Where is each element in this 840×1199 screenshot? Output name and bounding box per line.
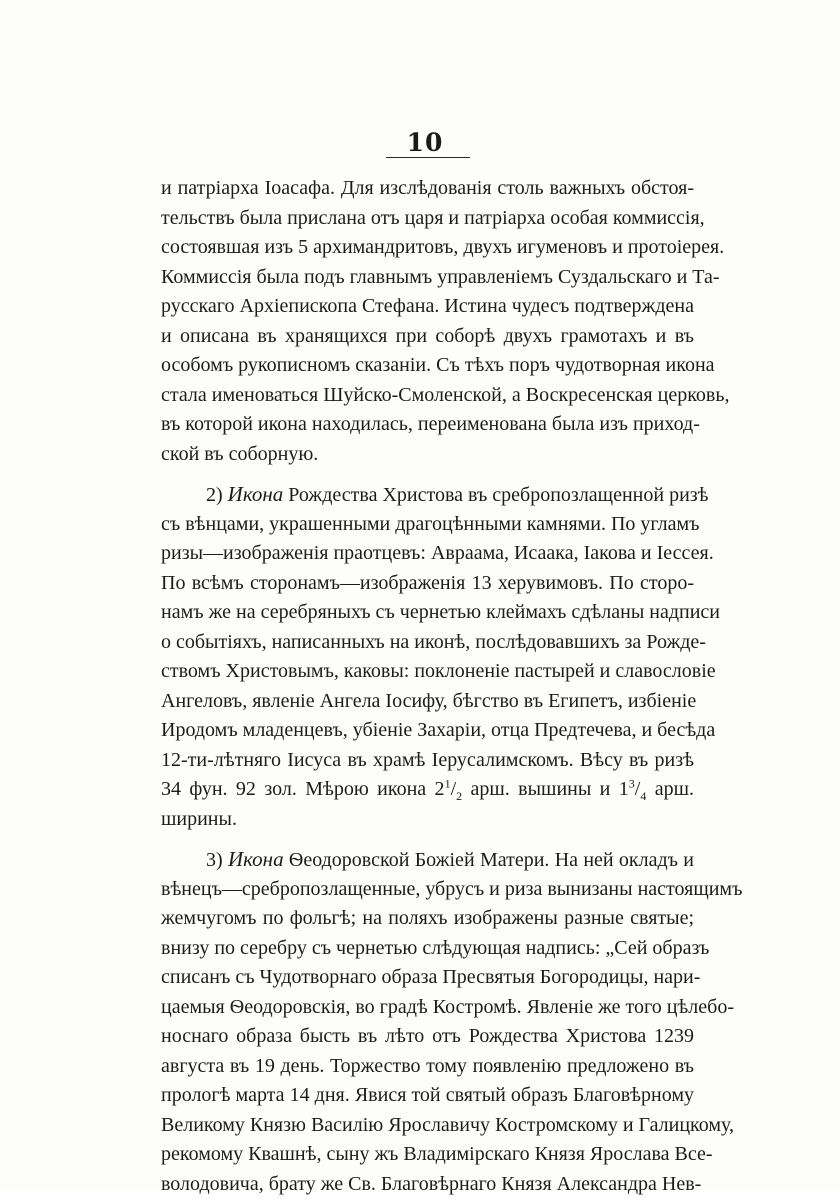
text-line: тельствъ была прислана отъ царя и патріарха особая коммиссія, [161, 204, 694, 234]
fraction-denominator: 2 [456, 789, 462, 803]
paragraph-1 [161, 174, 694, 469]
text-line: и патріарха Іоасафа. Для изслѣдованія столь важныхъ обстоя- [161, 174, 694, 204]
item-number: 3) [206, 849, 223, 871]
text-run: арш. вышины и 1 [462, 778, 629, 800]
paragraph-3 [161, 845, 694, 1199]
paragraph-first-line [161, 480, 694, 510]
paragraph-2 [161, 480, 694, 834]
paragraph-first-line [161, 845, 694, 875]
text-run: арш. [646, 778, 694, 800]
item-number: 2) [206, 484, 223, 506]
text-line: носнаго образа бысть въ лѣто отъ Рождества Христова 1239 [161, 1022, 694, 1052]
text-line: русскаго Архіепископа Стефана. Истина чудесъ подтверждена [161, 292, 694, 322]
text-run: Рождества Христова въ сребропозлащенной ризѣ [288, 484, 708, 506]
text-run: Ѳеодоровской Божіей Матери. На ней окладъ и [289, 849, 694, 871]
text-line: ширины. [161, 805, 694, 835]
text-run: 34 фун. 92 зол. Мѣрою икона 2 [161, 778, 445, 800]
fraction-denominator: 4 [640, 789, 646, 803]
text-line: вѣнецъ—сребропозлащенные, убрусъ и риза вынизаны настоящимъ [161, 875, 694, 905]
measure-line: 34 фун. 92 зол. Мѣрою икона $2^1/_2$ арш. вышины и $1^3/_4$ арш. [161, 775, 694, 805]
text-line: особомъ рукописномъ сказаніи. Съ тѣхъ поръ чудотворная икона [161, 351, 694, 381]
text-line: внизу по серебру съ чернетью слѣдующая надпись: „Сей образъ [161, 934, 694, 964]
text-line: о событіяхъ, написанныхъ на иконѣ, послѣдовавшихъ за Рожде- [161, 628, 694, 658]
text-line: ствомъ Христовымъ, каковы: поклоненіе пастырей и славословіе [161, 657, 694, 687]
text-line: Великому Князю Василію Ярославичу Костромскому и Галицкому, [161, 1111, 694, 1141]
text-line: прологѣ марта 14 дня. Явися той святый образъ Благовѣрному [161, 1081, 694, 1111]
text-line: списанъ съ Чудотворнаго образа Пресвятыя Богородицы, нари- [161, 963, 694, 993]
text-line: Иродомъ младенцевъ, убіеніе Захаріи, отца Предтечева, и бесѣда [161, 716, 694, 746]
lead-word: Икона [228, 482, 284, 506]
text-line: съ вѣнцами, украшенными драгоцѣнными камнями. По угламъ [161, 510, 694, 540]
lead-word: Икона [228, 847, 284, 871]
text-line: Ангеловъ, явленіе Ангела Іосифу, бѣгство въ Египетъ, избіеніе [161, 687, 694, 717]
text-line: цаемыя Ѳеодоровскія, во градѣ Костромѣ. Явленіе же того цѣлебо- [161, 993, 694, 1023]
page-number: 10 [380, 128, 470, 157]
text-line: Коммиссія была подъ главнымъ управленіемъ Суздальскаго и Та- [161, 263, 694, 293]
text-line: ризы—изображенія праотцевъ: Авраама, Исаака, Іакова и Іессея. [161, 539, 694, 569]
text-line: 12-ти-лѣтняго Іисуса въ храмѣ Іерусалимскомъ. Вѣсу въ ризѣ [161, 746, 694, 776]
text-line: и описана въ хранящихся при соборѣ двухъ грамотахъ и въ [161, 322, 694, 352]
fraction-numerator: 1 [445, 776, 451, 790]
text-line: стала именоваться Шуйско-Смоленской, а Воскресенская церковь, [161, 381, 694, 411]
text-line: ской въ соборную. [161, 440, 694, 470]
body-text [161, 174, 694, 1199]
text-line: володовича, брату же Св. Благовѣрнаго Князя Александра Нев- [161, 1170, 694, 1199]
text-line: рекомому Квашнѣ, сыну жъ Владимірскаго Князя Ярослава Все- [161, 1140, 694, 1170]
text-line: августа въ 19 день. Торжество тому появленію предложено въ [161, 1052, 694, 1082]
text-line: въ которой икона находилась, переименована была изъ приход- [161, 410, 694, 440]
text-line: По всѣмъ сторонамъ—изображенія 13 херувимовъ. По сторо- [161, 569, 694, 599]
header-rule [386, 157, 470, 158]
text-line: состоявшая изъ 5 архимандритовъ, двухъ игуменовъ и протоіерея. [161, 233, 694, 263]
fraction-numerator: 3 [629, 776, 635, 790]
text-line: намъ же на серебряныхъ съ чернетью клеймахъ сдѣланы надписи [161, 598, 694, 628]
text-line: жемчугомъ по фольгѣ; на поляхъ изображены разные святые; [161, 904, 694, 934]
